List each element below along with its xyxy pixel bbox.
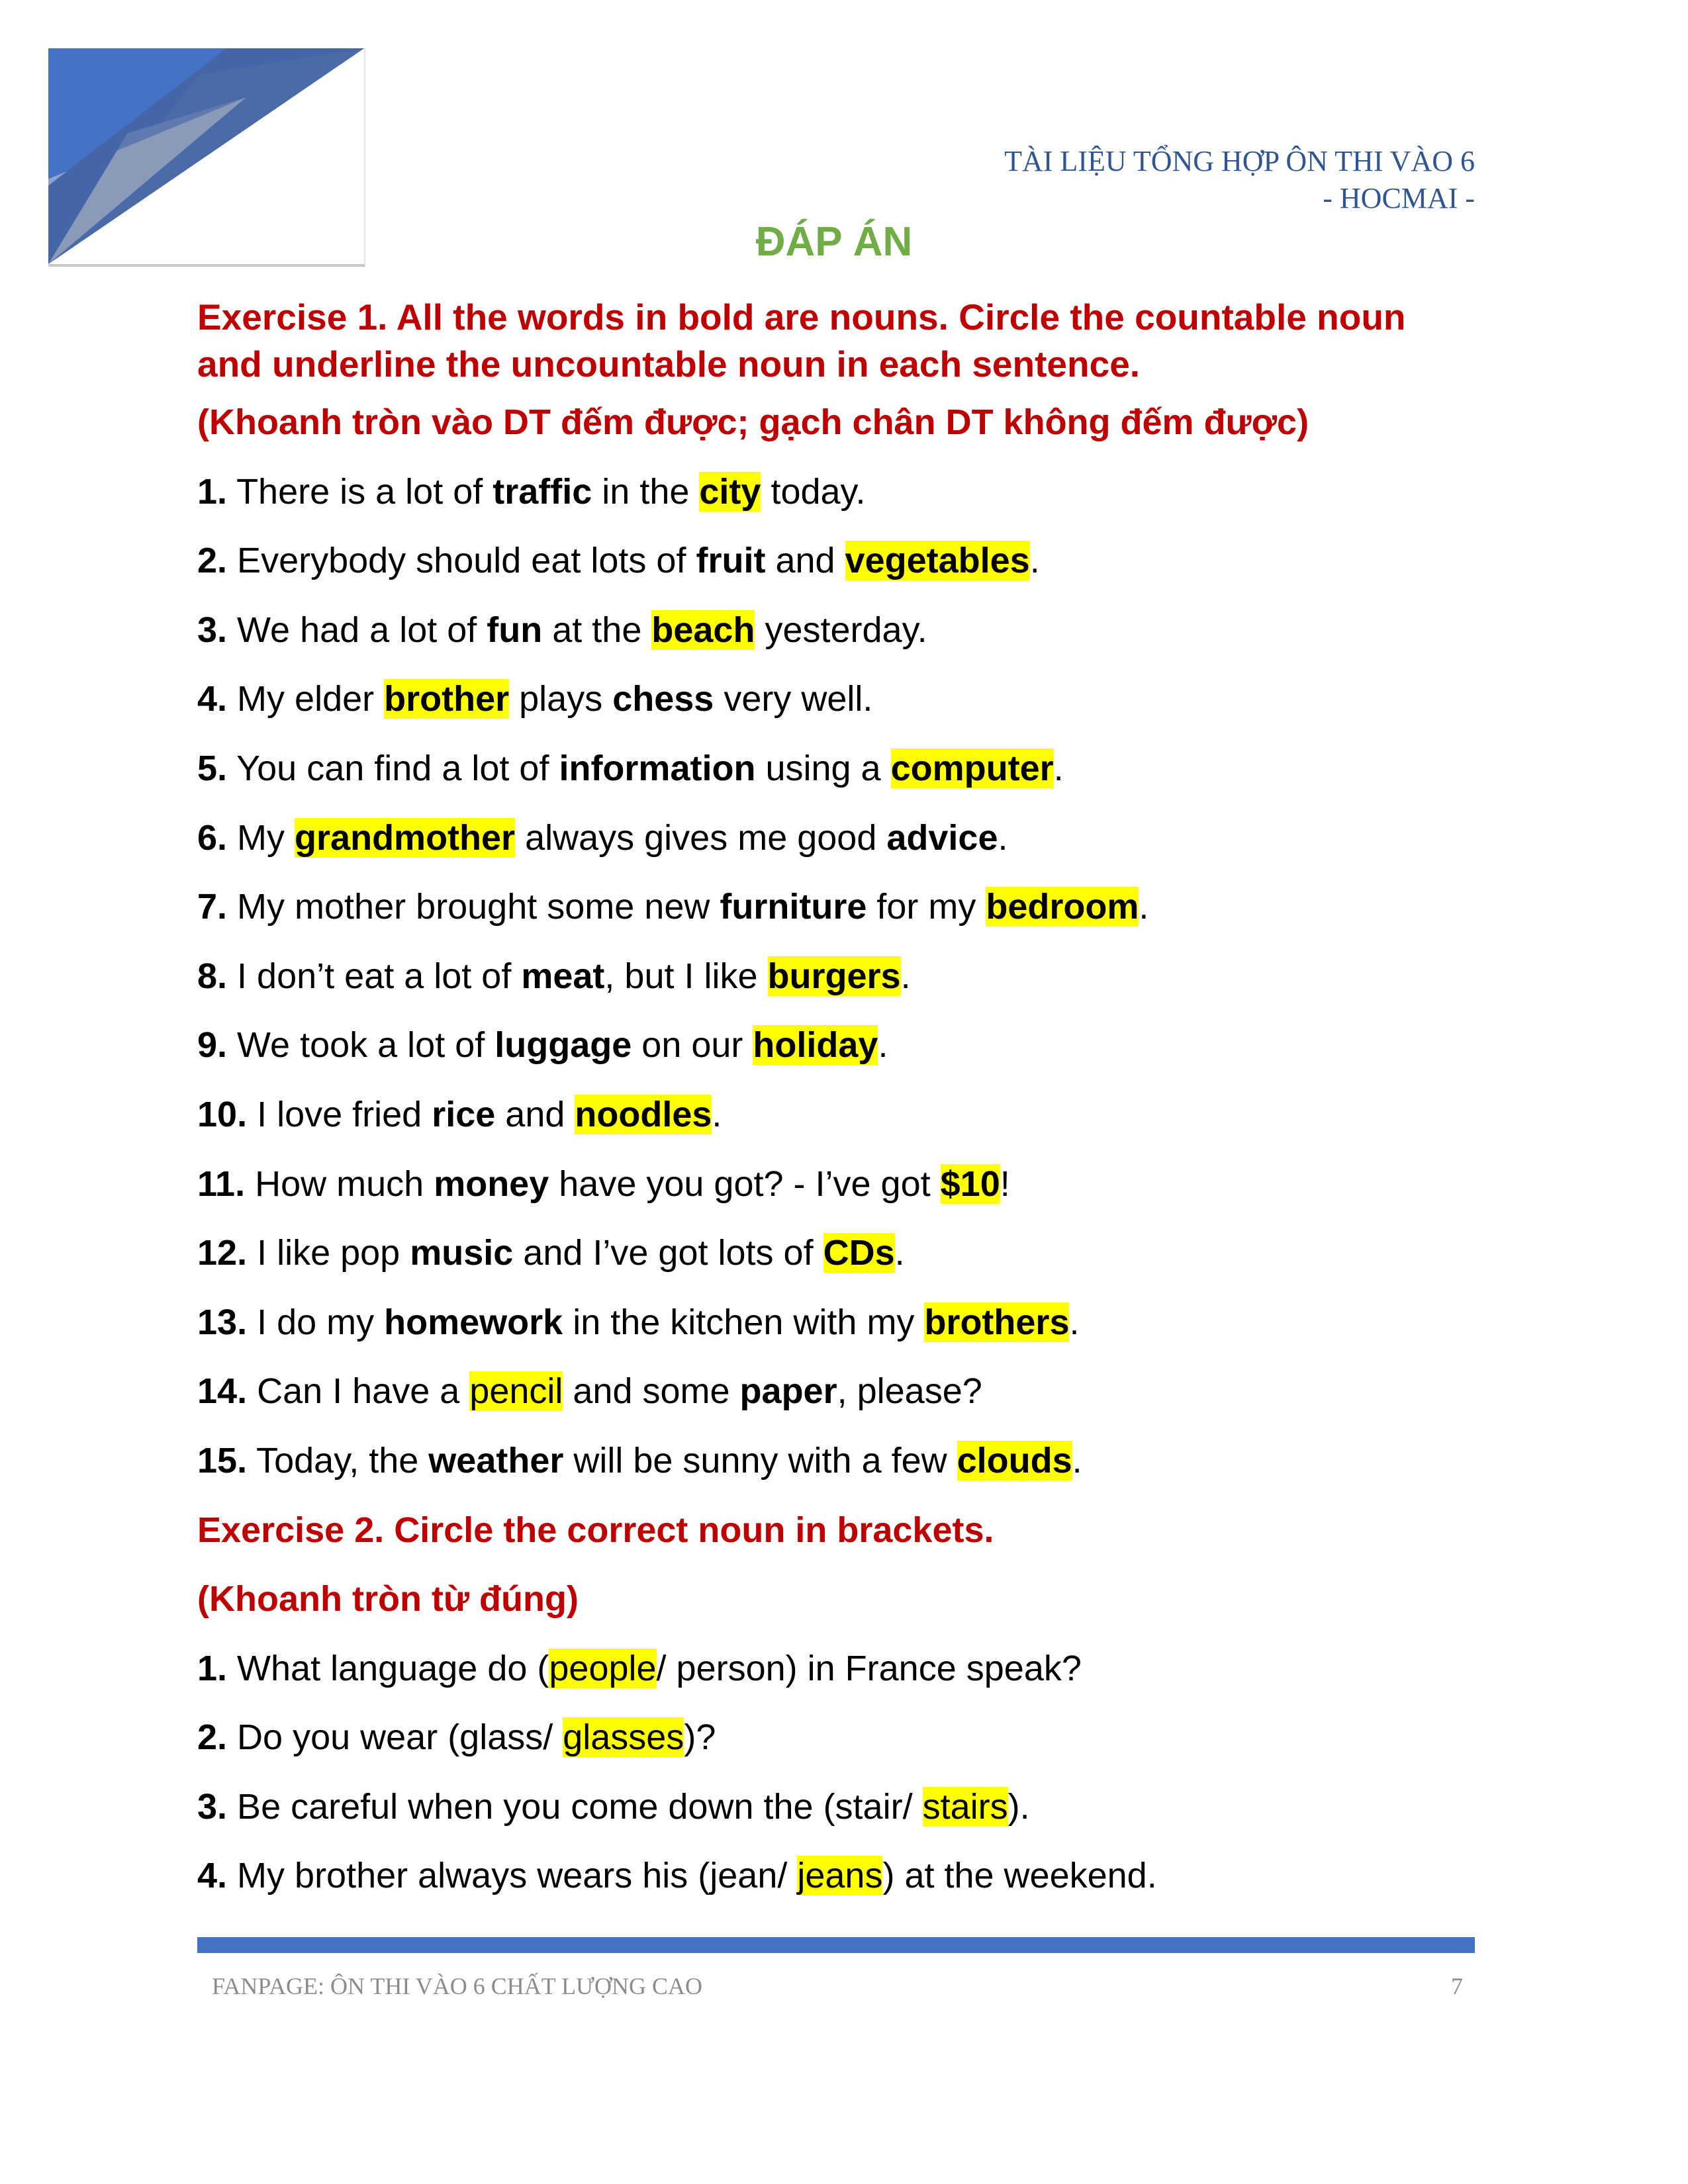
exercise1-item-6 (197, 803, 1488, 873)
footer-fanpage-text: FANPAGE: ÔN THI VÀO 6 CHẤT LƯỢNG CAO (212, 1973, 702, 1999)
highlighted-answer: clouds (957, 1440, 1072, 1480)
item-text: ! (1000, 1163, 1010, 1204)
exercise1-items (197, 457, 1488, 1496)
item-number: 4. (197, 1856, 228, 1896)
item-text: . (712, 1094, 722, 1134)
item-text: information (559, 748, 756, 788)
item-number: 15. (197, 1440, 248, 1480)
item-number: 6. (197, 817, 228, 858)
exercise1-item-10 (197, 1080, 1488, 1150)
item-text: ). (1008, 1786, 1030, 1827)
item-number: 7. (197, 887, 228, 927)
answer-content (197, 294, 1488, 1911)
item-text: in the (592, 471, 700, 512)
item-text: music (410, 1233, 514, 1273)
footer (212, 1972, 1463, 2000)
exercise1-item-7 (197, 872, 1488, 942)
item-text: homework (384, 1302, 563, 1342)
item-text: I don’t eat a lot of (227, 956, 522, 996)
exercise1-item-11 (197, 1150, 1488, 1219)
exercise1-heading-line-2: and underline the uncountable noun in each sentence. (197, 343, 1141, 385)
item-number: 3. (197, 610, 228, 650)
item-text: and (495, 1094, 575, 1134)
item-text: I like pop (247, 1233, 410, 1273)
item-text: , please? (837, 1371, 982, 1412)
exercise2-heading: Exercise 2. Circle the correct noun in brackets. (197, 1510, 994, 1550)
item-text: . (1069, 1302, 1080, 1342)
item-text: . (1053, 748, 1064, 788)
item-text: There is a lot of (227, 471, 493, 512)
item-text: We had a lot of (227, 610, 487, 650)
item-text: . (900, 956, 911, 996)
exercise2-item-3 (197, 1772, 1488, 1842)
exercise1-heading-line-1: Exercise 1. All the words in bold are nouns. Circle the countable noun (197, 296, 1406, 338)
exercise1-item-8 (197, 942, 1488, 1011)
item-text: . (1072, 1440, 1082, 1480)
highlighted-answer: stairs (922, 1786, 1008, 1827)
item-text: on our (632, 1025, 753, 1066)
item-text: rice (432, 1094, 496, 1134)
highlighted-answer: people (549, 1648, 657, 1688)
highlighted-answer: city (699, 471, 761, 512)
exercise2-items (197, 1634, 1488, 1911)
item-text: I love fried (247, 1094, 432, 1134)
item-number: 9. (197, 1025, 228, 1066)
item-text: and I’ve got lots of (513, 1233, 823, 1273)
page-number: 7 (1451, 1973, 1463, 1999)
item-text: traffic (492, 471, 592, 512)
item-text: You can find a lot of (227, 748, 559, 788)
item-text: fun (487, 610, 543, 650)
highlighted-answer: glasses (563, 1717, 684, 1758)
item-number: 2. (197, 1717, 228, 1758)
item-number: 3. (197, 1786, 228, 1827)
item-number: 1. (197, 1648, 228, 1688)
item-text: We took a lot of (227, 1025, 495, 1066)
item-text: . (878, 1025, 888, 1066)
item-text: fruit (696, 541, 766, 581)
item-number: 8. (197, 956, 228, 996)
item-text: ) at the weekend. (882, 1856, 1157, 1896)
exercise1-item-5 (197, 734, 1488, 803)
item-text: My (227, 817, 295, 858)
item-text: plays (509, 679, 613, 719)
highlighted-answer: vegetables (845, 541, 1030, 581)
page-title: ĐÁP ÁN (755, 219, 913, 265)
item-number: 11. (197, 1163, 246, 1204)
exercise2-item-2 (197, 1703, 1488, 1772)
item-text: My brother always wears his (jean/ (227, 1856, 798, 1896)
highlighted-answer: computer (890, 748, 1054, 788)
item-number: 10. (197, 1094, 248, 1134)
exercise1-note: (Khoanh tròn vào DT đếm được; gạch chân DT không đếm được) (197, 402, 1309, 442)
item-text: . (1139, 887, 1149, 927)
highlighted-answer: burgers (767, 956, 901, 996)
item-text: How much (245, 1163, 434, 1204)
item-text: , but I like (604, 956, 768, 996)
highlighted-answer: jeans (797, 1856, 883, 1896)
exercise1-item-12 (197, 1218, 1488, 1288)
highlighted-answer: noodles (575, 1094, 712, 1134)
item-text: using a (755, 748, 891, 788)
item-text: yesterday. (755, 610, 927, 650)
item-text: will be sunny with a few (563, 1440, 957, 1480)
item-text: My elder (227, 679, 385, 719)
exercise1-item-15 (197, 1426, 1488, 1496)
item-text: Everybody should eat lots of (227, 541, 696, 581)
exercise1-item-2 (197, 526, 1488, 596)
item-text: weather (428, 1440, 564, 1480)
item-text: Can I have a (247, 1371, 470, 1412)
item-text: . (1029, 541, 1040, 581)
highlighted-answer: pencil (469, 1371, 563, 1412)
item-text: meat (521, 956, 605, 996)
highlighted-answer: brothers (924, 1302, 1070, 1342)
item-text: today. (761, 471, 866, 512)
item-text: at the (542, 610, 652, 650)
item-number: 1. (197, 471, 228, 512)
exercise1-item-13 (197, 1288, 1488, 1357)
item-text: . (998, 817, 1008, 858)
item-text: )? (684, 1717, 716, 1758)
item-text: and (765, 541, 845, 581)
item-text: . (894, 1233, 905, 1273)
exercise1-item-9 (197, 1011, 1488, 1080)
item-text: / person) in France speak? (656, 1648, 1082, 1688)
item-text: I do my (247, 1302, 385, 1342)
item-text: for my (867, 887, 986, 927)
item-text: in the kitchen with my (563, 1302, 925, 1342)
item-text: advice (886, 817, 998, 858)
item-text: furniture (720, 887, 867, 927)
item-text: My mother brought some new (227, 887, 720, 927)
exercise1-item-4 (197, 664, 1488, 734)
highlighted-answer: beach (651, 610, 755, 650)
item-text: always gives me good (515, 817, 887, 858)
item-text: and some (563, 1371, 740, 1412)
exercise1-item-1 (197, 457, 1488, 527)
item-number: 4. (197, 679, 228, 719)
item-text: What language do ( (227, 1648, 549, 1688)
publisher-name: - HOCMAI - (1323, 182, 1475, 214)
highlighted-answer: bedroom (986, 887, 1139, 927)
item-text: very well. (714, 679, 873, 719)
item-text: chess (612, 679, 714, 719)
highlighted-answer: brother (384, 679, 510, 719)
highlighted-answer: holiday (753, 1025, 878, 1066)
item-text: have you got? - I’ve got (549, 1163, 941, 1204)
exercise2-item-4 (197, 1841, 1488, 1911)
exercise1-item-3 (197, 596, 1488, 665)
item-number: 5. (197, 748, 228, 788)
item-number: 12. (197, 1233, 248, 1273)
item-number: 13. (197, 1302, 248, 1342)
exercise2-note: (Khoanh tròn từ đúng) (197, 1579, 579, 1619)
highlighted-answer: CDs (823, 1233, 895, 1273)
item-number: 14. (197, 1371, 248, 1412)
document-series-title: TÀI LIỆU TỔNG HỢP ÔN THI VÀO 6 (1004, 145, 1475, 177)
item-text: Today, the (247, 1440, 429, 1480)
highlighted-answer: $10 (940, 1163, 1000, 1204)
exercise2-item-1 (197, 1634, 1488, 1704)
item-text: Do you wear (glass/ (227, 1717, 563, 1758)
exercise1-item-14 (197, 1357, 1488, 1426)
item-text: luggage (494, 1025, 632, 1066)
item-text: Be careful when you come down the (stair/ (227, 1786, 923, 1827)
item-text: paper (739, 1371, 837, 1412)
footer-divider-bar (197, 1937, 1475, 1953)
item-number: 2. (197, 541, 228, 581)
item-text: money (434, 1163, 549, 1204)
highlighted-answer: grandmother (295, 817, 516, 858)
